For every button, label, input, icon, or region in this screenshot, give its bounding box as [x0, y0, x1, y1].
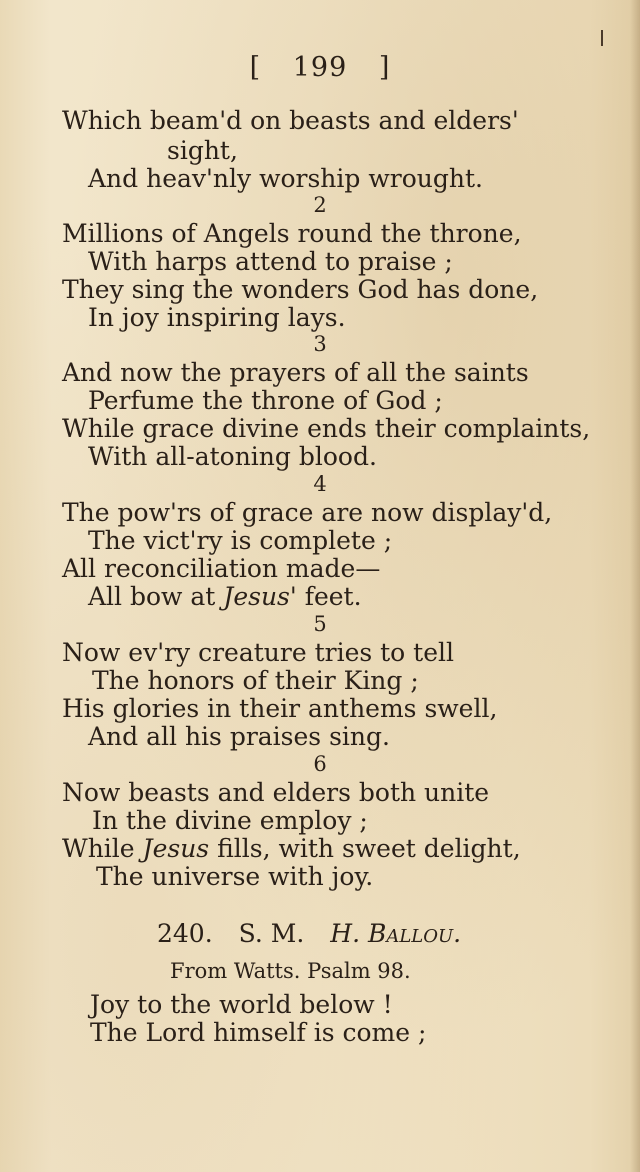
- verse-line: And now the prayers of all the saints: [62, 358, 529, 387]
- verse-line: In joy inspiring lays.: [88, 303, 346, 332]
- verse-line: The universe with joy.: [96, 862, 374, 891]
- hymn-source: From Watts. Psalm 98.: [170, 959, 411, 983]
- verse-fragment: While: [62, 834, 135, 863]
- verse-line: Now beasts and elders both unite: [62, 778, 490, 807]
- bracket-left: [: [249, 52, 262, 83]
- hymn-number: 240.: [157, 919, 213, 948]
- hymn-heading: [157, 917, 461, 951]
- verse-italic-name: Jesus: [142, 834, 210, 863]
- stanza-number: 3: [313, 332, 327, 356]
- verse-line: The Lord himself is come ;: [90, 1018, 427, 1047]
- stanza-number: 2: [313, 193, 327, 217]
- page-edge-shadow: [630, 0, 640, 1172]
- verse-line: The honors of their King ;: [92, 666, 419, 695]
- hymn-author: H. Ballou.: [330, 919, 462, 948]
- verse-line: With harps attend to praise ;: [88, 247, 453, 276]
- page-number: 199: [292, 52, 348, 83]
- verse-line: Which beam'd on beasts and elders': [62, 106, 519, 135]
- verse-line: And heav'nly worship wrought.: [88, 164, 483, 193]
- verse-line: The pow'rs of grace are now display'd,: [62, 498, 553, 527]
- verse-italic-name: Jesus': [223, 582, 297, 611]
- verse-fragment: All bow at: [88, 582, 216, 611]
- margin-mark: [601, 30, 603, 46]
- verse-line: [88, 582, 362, 612]
- verse-fragment: fills, with sweet delight,: [217, 834, 521, 863]
- stanza-number: 6: [313, 752, 327, 776]
- verse-line: His glories in their anthems swell,: [62, 694, 498, 723]
- verse-line: While grace divine ends their complaints,: [62, 414, 591, 443]
- verse-fragment: feet.: [304, 582, 362, 611]
- verse-line: sight,: [167, 136, 238, 165]
- stanza-number: 4: [313, 472, 327, 496]
- verse-line: And all his praises sing.: [88, 722, 390, 751]
- bracket-right: ]: [378, 52, 391, 83]
- verse-line: Joy to the world below !: [90, 990, 393, 1019]
- verse-line: With all-atoning blood.: [88, 442, 377, 471]
- stanza-number: 5: [313, 612, 327, 636]
- page-header: [0, 48, 640, 88]
- verse-line: Now ev'ry creature tries to tell: [62, 638, 455, 667]
- verse-line: The vict'ry is complete ;: [88, 526, 393, 555]
- verse-line: Perfume the throne of God ;: [88, 386, 443, 415]
- verse-line: [62, 834, 521, 864]
- verse-line: Millions of Angels round the throne,: [62, 219, 522, 248]
- verse-line: All reconciliation made—: [62, 554, 381, 583]
- hymn-meter: S. M.: [238, 919, 305, 948]
- verse-line: In the divine employ ;: [92, 806, 368, 835]
- verse-line: They sing the wonders God has done,: [62, 275, 539, 304]
